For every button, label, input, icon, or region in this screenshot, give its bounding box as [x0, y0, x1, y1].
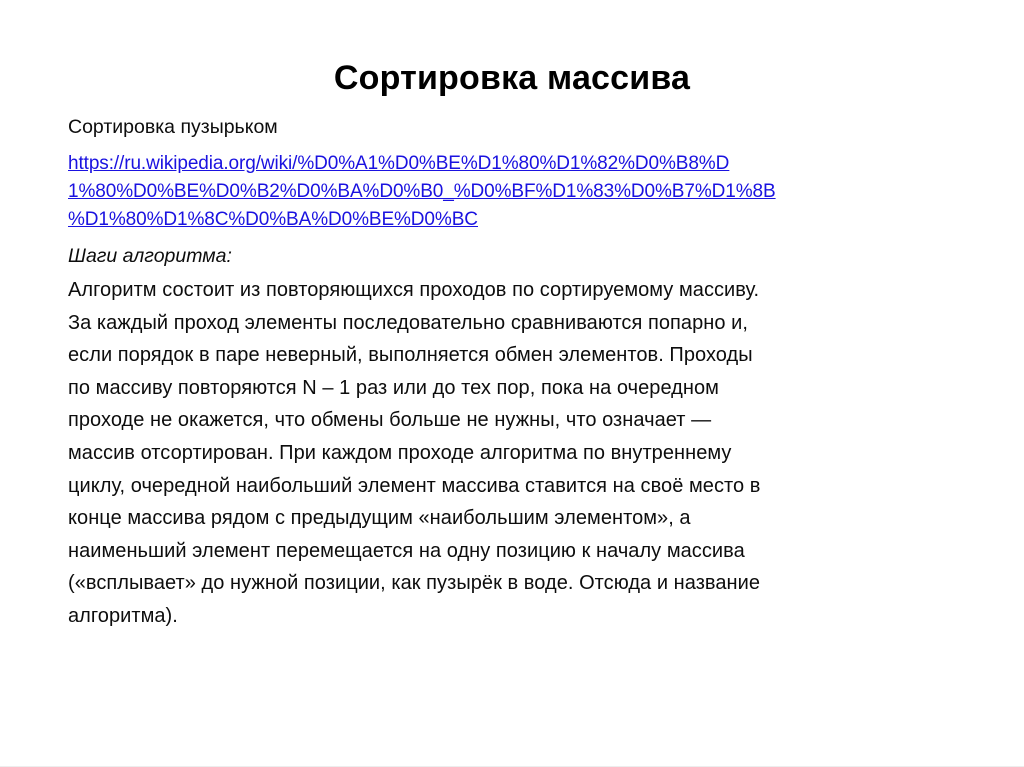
paragraph-line: если порядок в паре неверный, выполняется обмен элементов. Проходы: [68, 344, 753, 367]
paragraph-line: массив отсортирован. При каждом проходе алгоритма по внутреннему: [68, 441, 732, 464]
paragraph-line: конце массива рядом с предыдущим «наибольшим элементом», а: [68, 507, 691, 530]
wikipedia-link-line-2[interactable]: 1%80%D0%BE%D0%B2%D0%BA%D0%B0_%D0%BF%D1%83%D0%B7%D1%8B: [68, 181, 776, 202]
paragraph-line: Алгоритм состоит из повторяющихся проходов по сортируемому массиву.: [68, 279, 760, 301]
page-title: Сортировка массива: [333, 58, 691, 97]
paragraph-line: За каждый проход элементы последовательно сравниваются попарно и,: [68, 311, 748, 334]
lead-text: Сортировка пузырьком: [68, 116, 278, 138]
paragraph-line: алгоритма).: [68, 604, 178, 627]
slide-body: [68, 112, 968, 633]
algorithm-description: [68, 274, 968, 633]
paragraph-line: проходе не окажется, что обмены больше не нужны, что означает —: [68, 409, 712, 432]
paragraph-line: по массиву повторяются N – 1 раз или до тех пор, пока на очередном: [68, 376, 719, 399]
paragraph-line: циклу, очередной наибольший элемент массива ставится на своё место в: [68, 474, 761, 497]
paragraph-line: («всплывает» до нужной позиции, как пузырёк в воде. Отсюда и название: [68, 572, 761, 595]
wikipedia-link-line-3[interactable]: %D1%80%D1%8C%D0%BA%D0%BE%D0%BC: [68, 209, 478, 230]
wikipedia-link[interactable]: [68, 150, 968, 234]
wikipedia-link-line-1[interactable]: https://ru.wikipedia.org/wiki/%D0%A1%D0%BE%D1%80%D1%82%D0%B8%D: [68, 153, 730, 174]
steps-heading: Шаги алгоритма:: [68, 245, 232, 267]
paragraph-line: наименьший элемент перемещается на одну позицию к началу массива: [68, 539, 745, 562]
